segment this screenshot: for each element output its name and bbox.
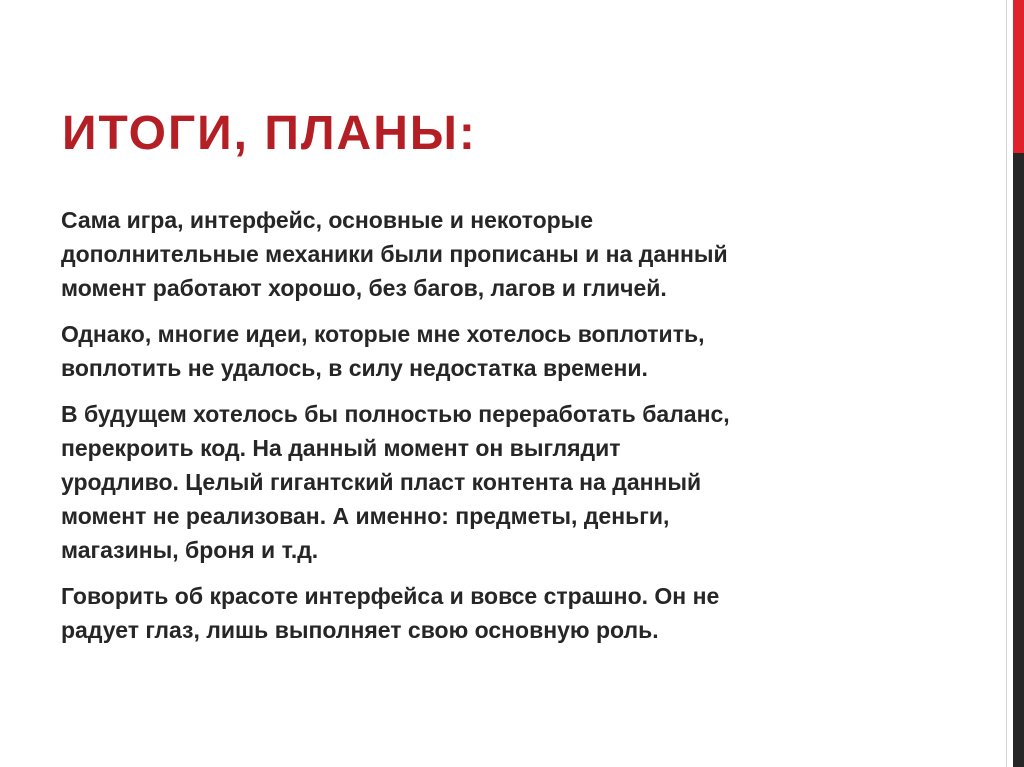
paragraph-interface: Говорить об красоте интерфейса и вовсе страшно. Он не радует глаз, лишь выполняет свою основную роль. [61, 583, 720, 643]
slide-body [61, 203, 941, 659]
paragraph-future-plans: В будущем хотелось бы полностью переработать баланс, перекроить код. На данный момент он выглядит уродливо. Целый гигантский пласт контента на данный момент не реализован. А именно: предметы, деньги, магазины, броня и т.д. [61, 401, 730, 563]
paragraph-summary: Сама игра, интерфейс, основные и некоторые дополнительные механики были прописаны и на данный момент работают хорошо, без багов, лагов и гличей. [61, 207, 728, 301]
accent-bar-red [1013, 0, 1024, 153]
accent-bar-dark [1013, 153, 1024, 767]
slide-title: ИТОГИ, ПЛАНЫ: [62, 107, 477, 160]
divider-line [1006, 0, 1007, 767]
paragraph-unrealized-ideas: Однако, многие идеи, которые мне хотелось воплотить, воплотить не удалось, в силу недостатка времени. [61, 321, 705, 381]
